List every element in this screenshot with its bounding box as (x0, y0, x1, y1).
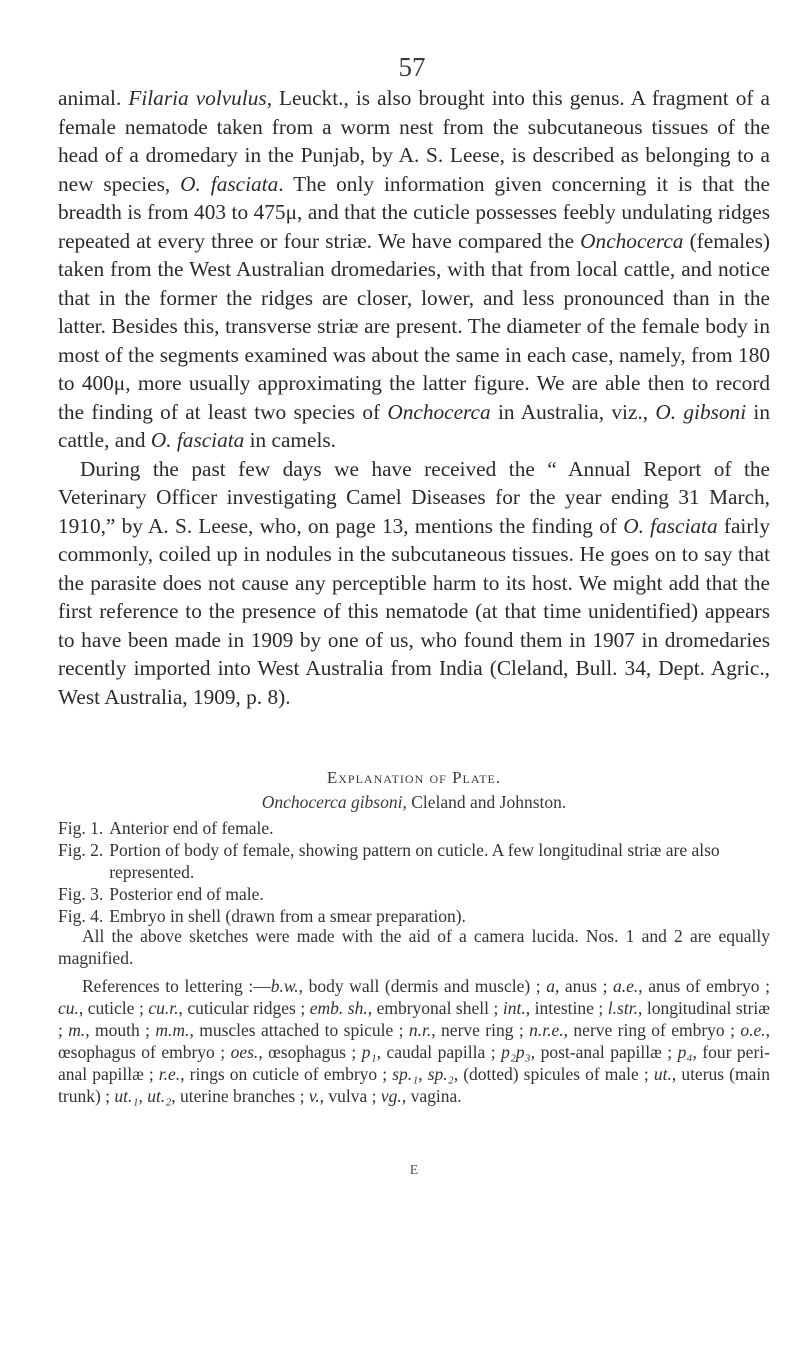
lettering-abbreviation: p₂p₃ (501, 1042, 531, 1062)
lettering-description: , nerve ring ; (431, 1020, 530, 1040)
lettering-description: , mouth ; (85, 1020, 156, 1040)
figure-caption: Embryo in shell (drawn from a smear preparation). (109, 906, 466, 926)
lettering-abbreviation: m. (68, 1020, 86, 1040)
lettering-abbreviation: sp.₁ (392, 1064, 419, 1084)
figure-caption: Portion of body of female, showing pattern on cuticle. A few longitudinal striæ are also represented. (109, 840, 720, 882)
figure-label: Fig. 3. (58, 884, 104, 904)
lettering-abbreviation: b.w. (270, 976, 299, 996)
lettering-abbreviation: emb. sh. (309, 998, 368, 1018)
figure-label: Fig. 2. (58, 840, 104, 860)
lettering-abbreviation: n.r. (408, 1020, 432, 1040)
paragraph-1: animal. Filaria volvulus, Leuckt., is also brought into this genus. A fragment of a female nematode taken from a worm nest from the subcutaneous tissues of the head of a dromedary in the Punjab, by A. S. Leese, is described as belonging to a new species, O. fasciata. The only information given concerning it is that the breadth is from 403 to 475μ, and that the cuticle possesses feebly undulating ridges repeated at every three or four striæ. We have compared the Onchocerca (females) taken from the West Australian dromedaries, with that from local cattle, and notice that in the former the ridges are closer, lower, and less pronounced than in the latter. Besides this, transverse striæ are present. The diameter of the female body in most of the segments examined was about the same in each case, namely, from 180 to 400μ, more usually approximating the latter figure. We are able then to record the finding of at least two species of Onchocerca in Australia, viz., O. gibsoni in cattle, and O. fasciata in camels. (58, 86, 771, 452)
lettering-description: References to lettering :— (82, 976, 271, 996)
lettering-description: , cuticular ridges ; (178, 998, 310, 1018)
lettering-description: , (dotted) spicules of male ; (453, 1064, 654, 1084)
lettering-description: , œsophagus ; (258, 1042, 362, 1062)
figure-item (58, 883, 770, 905)
plate-heading: Explanation of Plate. (326, 768, 502, 787)
figure-label: Fig. 4. (58, 906, 104, 926)
lettering-abbreviation: r.e. (158, 1064, 181, 1084)
lettering-description: , four peri-anal papillæ ; (58, 1042, 770, 1084)
lettering-abbreviation: oes. (230, 1042, 259, 1062)
lettering-abbreviation: a.e. (613, 976, 639, 996)
lettering-description: , nerve ring of embryo ; (563, 1020, 741, 1040)
lettering-abbreviation: a (546, 976, 555, 996)
plate-species: Onchocerca gibsoni, Cleland and Johnston. (261, 792, 567, 812)
lettering-abbreviation: vg. (380, 1086, 402, 1106)
figure-item (58, 817, 770, 839)
lettering-abbreviation: m.m. (155, 1020, 190, 1040)
lettering-abbreviation: ut.₁ (114, 1086, 139, 1106)
lettering-abbreviation: o.e. (740, 1020, 766, 1040)
lettering-description: , œsophagus of embryo ; (58, 1020, 770, 1062)
lettering-description: , rings on cuticle of embryo ; (180, 1064, 393, 1084)
lettering-description: , body wall (dermis and muscle) ; (298, 976, 547, 996)
figure-list (58, 817, 770, 927)
lettering-description: , vulva ; (319, 1086, 381, 1106)
lettering-description: , vagina. (401, 1086, 462, 1106)
lettering-abbreviation: l.str. (607, 998, 638, 1018)
lettering-description: , uterine branches ; (171, 1086, 309, 1106)
lettering-abbreviation: p₁ (361, 1042, 377, 1062)
lettering-abbreviation: cu. (58, 998, 79, 1018)
lettering-description: , anus ; (554, 976, 614, 996)
lettering-description: , intestine ; (525, 998, 608, 1018)
body-text (58, 84, 770, 711)
signature-mark: E (409, 1163, 419, 1178)
lettering-abbreviation: p₄ (677, 1042, 693, 1062)
lettering-description: , embryonal shell ; (367, 998, 503, 1018)
lettering-abbreviation: ut.₂ (147, 1086, 172, 1106)
lettering-abbreviation: v. (308, 1086, 320, 1106)
lettering-description: , anus of embryo ; (638, 976, 770, 996)
lettering-description: , longitudinal striæ ; (58, 998, 770, 1040)
lettering-description: , uterus (main trunk) ; (58, 1064, 770, 1106)
lettering-abbreviation: sp.₂ (427, 1064, 454, 1084)
lettering-abbreviation: int. (502, 998, 526, 1018)
lettering-description: , (418, 1064, 428, 1084)
lettering-description: , caudal papilla ; (376, 1042, 502, 1062)
camera-lucida-note: All the above sketches were made with the aid of a camera lucida. Nos. 1 and 2 are equally magnified. (58, 926, 770, 968)
lettering-description: , muscles attached to spicule ; (189, 1020, 409, 1040)
figure-item (58, 839, 770, 883)
figure-label: Fig. 1. (58, 818, 104, 838)
figure-caption: Posterior end of male. (109, 884, 264, 904)
lettering-abbreviation: n.r.e. (529, 1020, 564, 1040)
lettering-abbreviation: cu.r. (148, 998, 179, 1018)
lettering-description: , (138, 1086, 148, 1106)
paragraph-2: During the past few days we have received the “ Annual Report of the Veterinary Officer investigating Camel Diseases for the year ending 31 March, 1910,” by A. S. Leese, who, on page 13, mentions the finding of O. fasciata fairly commonly, coiled up in nodules in the subcutaneous tissues. He goes on to say that the parasite does not cause any perceptible harm to its host. We might add that the first reference to the presence of this nematode (at that time unidentified) appears to have been made in 1909 by one of us, who found them in 1907 in dromedaries recently imported into West Australia from India (Cleland, Bull. 34, Dept. Agric., West Australia, 1909, p. 8). (58, 456, 770, 709)
lettering-references (58, 975, 770, 1107)
lettering-description: , post-anal papillæ ; (530, 1042, 678, 1062)
lettering-description: , cuticle ; (78, 998, 149, 1018)
lettering-abbreviation: ut. (653, 1064, 672, 1084)
figure-caption: Anterior end of female. (109, 818, 274, 838)
figure-item (58, 905, 770, 927)
page-number: 57 (398, 52, 426, 82)
